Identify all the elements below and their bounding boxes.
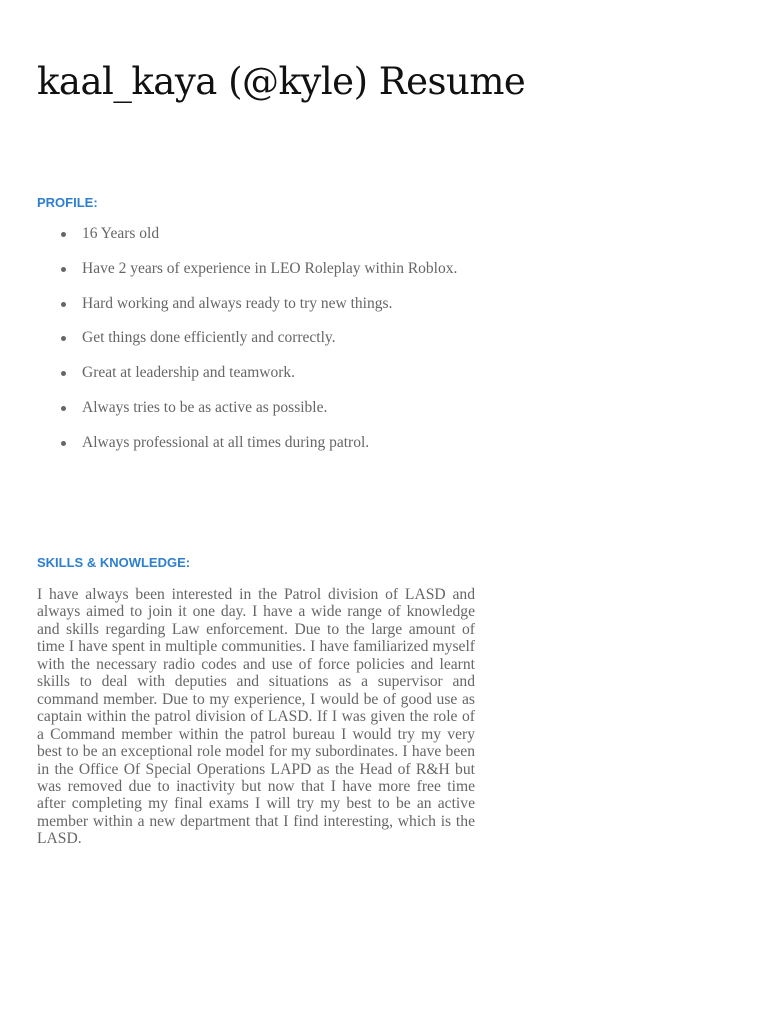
- skills-heading: SKILLS & KNOWLEDGE:: [37, 555, 191, 570]
- list-item: [37, 363, 487, 398]
- bullet-icon: [61, 441, 66, 446]
- list-item-text: Have 2 years of experience in LEO Roleplay within Roblox.: [82, 259, 458, 277]
- list-item-text: Always professional at all times during patrol.: [82, 433, 370, 451]
- bullet-icon: [61, 232, 66, 237]
- list-item: [37, 224, 487, 259]
- list-item: [37, 294, 487, 329]
- page-title: kaal_kaya (@kyle) Resume: [37, 60, 526, 103]
- profile-heading: PROFILE:: [37, 195, 98, 210]
- profile-list: [37, 224, 487, 468]
- bullet-icon: [61, 371, 66, 376]
- list-item-text: Always tries to be as active as possible.: [82, 398, 328, 416]
- list-item: [37, 398, 487, 433]
- list-item-text: Great at leadership and teamwork.: [82, 364, 296, 382]
- list-item-text: Hard working and always ready to try new things.: [82, 294, 393, 312]
- bullet-icon: [61, 336, 66, 341]
- skills-paragraph: I have always been interested in the Patrol division of LASD and always aimed to join it one day. I have a wide range of knowledge and skills regarding Law enforcement. Due to the large amount of time I have spent in multiple communities. I have familiarized myself with the necessary radio codes and use of force policies and learnt skills to deal with deputies and situations as a supervisor and command member. Due to my experience, I would be of good use as captain within the patrol division of LASD. If I was given the role of a Command member within the patrol bureau I would try my very best to be an exceptional role model for my subordinates. I have been in the Office Of Special Operations LAPD as the Head of R&H but was removed due to inactivity but now that I have more free time after completing my final exams I will try my best to be an active member within a new department that I find interesting, which is the LASD.: [37, 586, 475, 848]
- list-item: [37, 259, 487, 294]
- bullet-icon: [61, 406, 66, 411]
- list-item: [37, 433, 487, 468]
- bullet-icon: [61, 302, 66, 307]
- bullet-icon: [61, 267, 66, 272]
- list-item-text: 16 Years old: [82, 225, 160, 242]
- list-item-text: Get things done efficiently and correctly.: [82, 329, 336, 347]
- list-item: [37, 328, 487, 363]
